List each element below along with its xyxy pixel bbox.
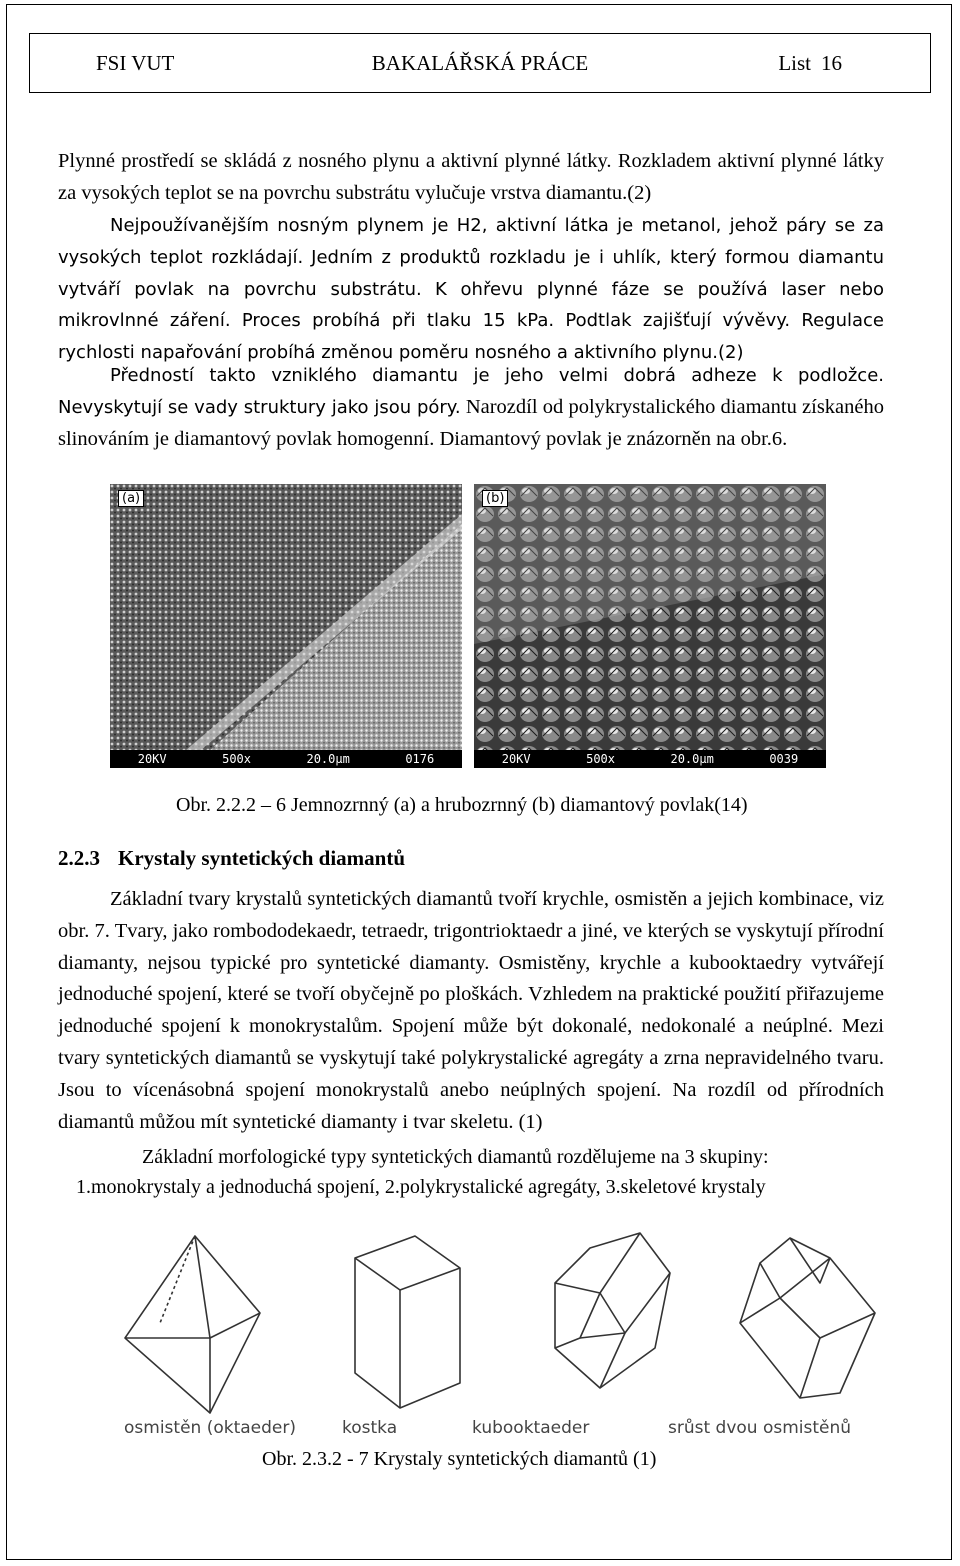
paragraph-advantages: [58, 360, 884, 455]
section-title: Krystaly syntetických diamantů: [118, 846, 406, 870]
label-cube: kostka: [342, 1418, 398, 1438]
cube-drawing: [355, 1236, 460, 1408]
octahedron-drawing: [125, 1236, 260, 1413]
figure-caption-crystals: Obr. 2.3.2 - 7 Krystaly syntetických diamantů (1): [262, 1448, 657, 1470]
figure-caption-coatings: Obr. 2.2.2 – 6 Jemnozrnný (a) a hrubozrnný (b) diamantový povlak(14): [176, 794, 748, 816]
heating-sentences: K ohřevu plynné fáze se používá laser nebo mikrovlnné záření. Proces probíhá při tlaku 15 kPa. Podtlak zajišťují vývěvy. Regulace rychlosti napařování probíhá změnou poměru nosného a aktivního plynu.(2): [58, 278, 885, 364]
morphology-intro-line: Základní morfologické typy syntetických diamantů rozdělujeme na 3 skupiny:: [142, 1146, 769, 1168]
scale-voltage: 20KV: [501, 752, 531, 766]
header-page: [778, 51, 842, 76]
twinned-octahedra-drawing: [740, 1238, 875, 1398]
scale-magnification: 500x: [586, 752, 616, 766]
scale-length: 20.0µm: [306, 752, 350, 766]
panel-a-label: (a): [118, 490, 144, 507]
crystal-drawings: [100, 1228, 880, 1428]
header-title: BAKALÁŘSKÁ PRÁCE: [371, 50, 589, 75]
sem-image-coarse-grained: [474, 484, 826, 768]
header-faculty: FSI VUT: [96, 50, 175, 75]
scale-voltage: 20KV: [137, 752, 167, 766]
panel-a-scale-bar: [110, 750, 462, 768]
cuboctahedron-drawing: [555, 1233, 670, 1388]
paragraph-crystal-shapes: Základní tvary krystalů syntetických diamantů tvoří krychle, osmistěn a jejich kombinace, viz obr. 7. Tvary, jako rombododekaedr, tetraedr, trigontrioktaedr a jiné, ve kterých se vyskytují přírodní diamanty, nejsou typické pro syntetické diamanty. Osmistěny, krychle a kubooktaedry vytvářejí jednoduché spojení, které se tvoří obyčejně po ploškách. Vzhledem na praktické použití přiřazujeme jednoduché spojení k monokrystalům. Spojení může být dokonalé, nedokonalé a neúplné. Mezi tvary syntetických diamantů se vyskytují také polykrystalické agregáty a zrna nepravidelného tvaru. Jsou to vícenásobná spojení monokrystalů anebo neúplných spojení. Na rozdíl od přírodních diamantů můžou mít syntetické diamanty i tvar skeletu. (1): [58, 888, 884, 1133]
adhesion-sentence: Předností takto vzniklého diamantu je jeho velmi dobrá adheze k podložce. Nevyskytují se vady struktury jako jsou póry.: [58, 365, 884, 418]
sem-image-fine-grained: [110, 484, 462, 768]
header-page-label: List: [778, 50, 811, 75]
morphology-types-line: 1.monokrystaly a jednoduchá spojení, 2.polykrystalické agregáty, 3.skeletové krystaly: [76, 1176, 766, 1198]
figure-reference-sentence: Diamantový povlak je znázorněn na obr.6.: [439, 427, 788, 450]
homogeneous-sentence: Narozdíl od polykrystalického diamantu získaného slinováním je diamantový povlak homogenní.: [58, 395, 885, 450]
label-cuboctahedron: kubooktaeder: [472, 1418, 590, 1438]
label-twinned-octahedra: srůst dvou osmistěnů: [668, 1418, 852, 1438]
scale-image-number: 0039: [769, 752, 799, 766]
scale-image-number: 0176: [405, 752, 435, 766]
header-page-number: 16: [821, 50, 842, 75]
section-number: 2.2.3: [58, 846, 100, 870]
paragraph-gas-environment: Plynné prostředí se skládá z nosného plynu a aktivní plynné látky. Rozkladem aktivní plynné látky za vysokých teplot se na povrchu substrátu vylučuje vrstva diamantu.(2): [58, 150, 884, 204]
paragraph-carrier-gas: [58, 210, 884, 369]
scale-length: 20.0µm: [670, 752, 714, 766]
section-heading: [58, 846, 405, 871]
panel-b-scale-bar: [474, 750, 826, 768]
label-octahedron: osmistěn (oktaeder): [124, 1418, 296, 1438]
page-header: [29, 33, 931, 93]
carrier-gas-sentence: Nejpoužívanějším nosným plynem je H2, aktivní látka je metanol, jehož páry se za vysokých teplot rozkládají.: [58, 215, 884, 268]
panel-b-label: (b): [482, 490, 508, 507]
carbon-sentence: Jedním z produktů rozkladu je i uhlík, který formou diamantu vytváří povlak na povrchu substrátu.: [58, 246, 884, 300]
scale-magnification: 500x: [222, 752, 252, 766]
